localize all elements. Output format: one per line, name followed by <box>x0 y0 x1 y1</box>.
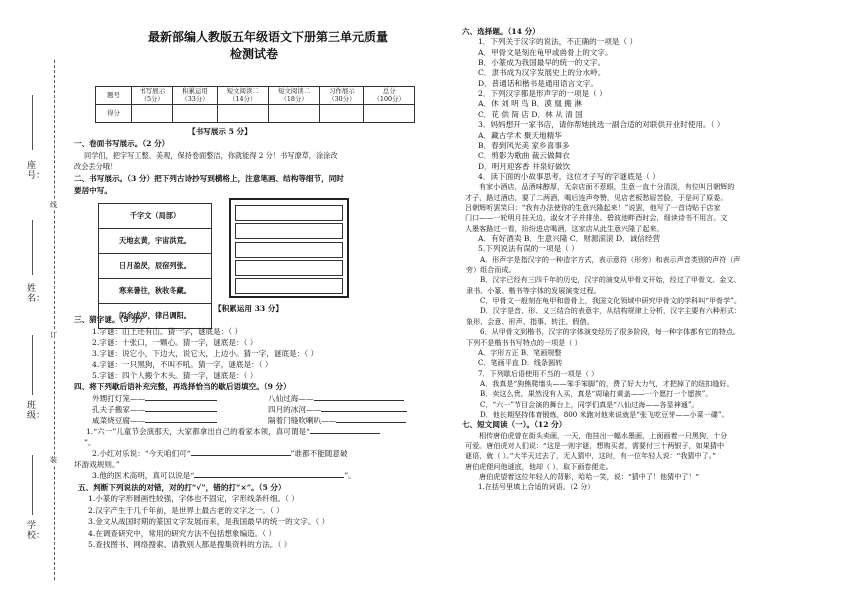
question-line: B．汉字已经有三四千年的历史，汉字的演变从甲骨文开始，经过了甲骨文、金文、 <box>480 275 741 285</box>
question-line: 4．读下面的小故事思考，这位才子写的字谜底是（ ） <box>478 171 660 181</box>
score-cell[interactable] <box>132 105 173 123</box>
school-fill-line[interactable] <box>32 455 33 515</box>
question-line: 6．从甲骨文到楷书，汉字的字体演变经历了很多阶段，每一种字体都有它的特点。 <box>480 327 740 337</box>
writing-line[interactable] <box>235 205 343 221</box>
poem-line: 闰余成岁，律吕调阳。 <box>119 311 191 320</box>
question-line: 唐伯虎便问他谜底，他却（ ），取下画卷便走。 <box>465 461 613 471</box>
idiom-prompt: 孔夫子搬家—— <box>92 406 217 414</box>
question-line: 5.字谜：四个人搬个木头。猜一字，谜底是：（ ） <box>92 371 258 380</box>
writing-line[interactable] <box>235 260 343 276</box>
question-line: 门口——一轮明月挂天边，淑女才子并排坐。碧波池畔酉时会，细读诗书不用言。文 <box>465 213 728 223</box>
question-heading: 一、卷面书写展示。（2 分） <box>74 139 170 148</box>
poem-box <box>98 203 212 329</box>
question-line: C．剪影为歌曲 裁云做舞衣 <box>478 151 570 161</box>
idiom-prompt: 隔着门缝吹喇叭—— <box>268 417 406 425</box>
score-header-cell: 书写展示 （5分） <box>132 87 173 105</box>
question-line: 有家小酒店，品酒味醇厚，无奈店面不惹眼，生意一直十分清淡，有位叫吕朝辉的 <box>479 182 735 192</box>
question-heading: 五、判断下列说法的对错，对的打“√”，错的打“×”。（5 分） <box>78 483 286 492</box>
score-header-cell: 积累运用 （33分） <box>173 87 217 105</box>
exam-title: 最新部编人教版五年级语文下册第三单元质量 <box>148 30 389 44</box>
question-line: D．普通话和楷书是通用语言文字。 <box>478 78 598 88</box>
question-line: 唐伯虎望着这位年轻人的背影，哈哈一笑，说：“猜中了！他猜中了！” <box>479 472 700 482</box>
question-line: A．形声字是指汉字的一种造字方式，表示意符（形旁）和表示声音类别的声符（声 <box>480 254 741 264</box>
question-line: 象形、会意、形声、指事、转注、假借。 <box>466 316 594 326</box>
score-header-cell: 习作展示 （30分） <box>320 87 364 105</box>
question-line: 谜语，就（ ）。”大半天过去了，无人猜中，这时，有一位年轻人说：“我猜中了。” <box>465 451 716 461</box>
question-line: 可爱。唐伯虎对人们说：“这是一则字谜，想购买者，需要付三十两银子，如果猜中 <box>465 441 725 450</box>
score-cell[interactable] <box>364 105 415 123</box>
poem-line: 天地玄黄，宇宙洪荒。 <box>99 229 211 254</box>
idiom-prompt: 咸菜烧豆腐—— <box>92 417 217 425</box>
score-header-cell: 总分 （100分） <box>364 87 415 105</box>
question-line: 1.小篆的字形圆画性较强，字体也不固定，字形线条纤细。（ ） <box>88 494 299 503</box>
question-heading: 七、短文阅读（一）。（12 分） <box>462 420 567 430</box>
score-header-cell: 短文阅读二 （14分） <box>217 87 268 105</box>
question-line: 3．妈妈想开一家书店，请你帮她挑选一副合适的对联供开业时使用。（ ） <box>478 120 725 130</box>
question-line: 4.在调查研究中，常用的研究方法不包括想象编造。（ ） <box>88 529 277 538</box>
question-line: 1.字谜：山上还有山。猜一字，谜底是：（ ） <box>92 327 243 336</box>
question-heading: 三、猜字谜。（5 分） <box>74 315 147 324</box>
score-header-cell: 短文阅读二 （18分） <box>268 87 319 105</box>
question-line: 旁）组合而成。 <box>466 265 516 275</box>
class-label: 班级： <box>27 401 46 421</box>
question-line: C．笔画平直 D．线条圆转 <box>478 358 563 368</box>
question-line: C．隶书成为汉字发展史上的分水岭。 <box>478 68 606 78</box>
question-line: C．花 供 简 店 D．林 从 清 国 <box>478 109 583 119</box>
score-row-label: 得分 <box>96 105 132 123</box>
poem-line: 寒来暑往，秋收冬藏。 <box>99 279 211 304</box>
question-line: B．春到风光美 家乡喜事多 <box>478 140 570 150</box>
question-line: A．休 刘 明 鸟 B．漠 凰 搬 淋 <box>478 99 582 109</box>
question-line: D．他长期坚持体育锻炼，800 米跑对他来说就是“张飞吃豆芽——小菜一碟”。 <box>480 409 729 419</box>
fill-sentence: 1.“六一”儿童节会演那天，大家都拿出自己的看家本领，真可谓是“ <box>86 428 380 436</box>
question-line: A．我真是“狗熊爬墙头——笨手笨脚”的，费了好大力气，才把掉了的纽扣缝好。 <box>480 378 734 388</box>
writing-line[interactable] <box>235 242 343 258</box>
idiom-prompt: 八仙过海—— <box>268 395 404 403</box>
score-cell[interactable] <box>320 105 364 123</box>
poem-line: 日月盈昃，辰宿列张。 <box>99 254 211 279</box>
question-line: 5.查找图书、网络搜索、请教别人都是搜集资料的方法。（ ） <box>88 540 292 549</box>
idiom-prompt: 外甥打灯笼—— <box>92 395 217 403</box>
score-table <box>95 86 415 123</box>
question-line: A．甲骨文是刻在龟甲或兽骨上的文字。 <box>478 47 613 57</box>
question-line: A．藏古学术 聚天地精华 <box>478 130 562 140</box>
question-line: C．“六一”节目会演的舞台上，同学们真是“八仙过海——各显神通”。 <box>480 399 699 409</box>
question-line: 1．下列关于汉字的说法，不正确的一项是（ ） <box>478 37 638 47</box>
binding-char-ding: 订 <box>50 331 57 339</box>
poem-line: 千字文（局部） <box>99 204 211 229</box>
question-line: 相传唐伯虎曾在街头卖画，一天，他挂出一幅水墨画，上面画着一只黑狗，十分 <box>479 430 728 440</box>
binding-char-zhuang: 装 <box>50 456 57 464</box>
seat-fill-line[interactable] <box>32 95 33 150</box>
question-line: 7．下列歇后语使用不当的一项是（ ） <box>478 368 599 378</box>
question-line: 2.汉字产生于几千年前，是世界上最古老的文字之一。（ ） <box>88 506 284 515</box>
score-cell[interactable] <box>173 105 217 123</box>
seat-label: 座号： <box>27 161 46 181</box>
paragraph-line: 同学们，把字写工整、美观，保持卷面整洁，你就能得 2 分！书写潦草，涂涂改 <box>84 151 338 160</box>
score-header-cell: 题号 <box>96 87 132 105</box>
question-line: 5.下列说法有误的一项是（ ） <box>478 244 579 254</box>
school-label: 学校： <box>27 521 46 541</box>
fill-sentence: 2.小红对乐说：“今天咱们可“ ”谁都不能随意破 <box>92 449 348 458</box>
question-heading: 二、书写展示。（3 分）把下列古诗抄写到横格上，注意笔画、结构等细节，同时 <box>74 174 344 183</box>
question-line: 3.金文从战国时期的篆国文字发展而来，是我国最早的统一的文字。（ ） <box>88 517 330 526</box>
question-line: D．明月迎客香 井泉好做饮 <box>478 161 571 171</box>
question-line: B．小篆成为我国最早的统一的文字。 <box>478 58 606 68</box>
score-cell[interactable] <box>217 105 268 123</box>
fill-sentence: 3.他的医术高明，真可以说是“ ”。 <box>92 471 356 480</box>
idiom-prompt: 四月的冰河—— <box>268 406 407 414</box>
writing-line[interactable] <box>235 278 343 294</box>
section-heading: 【书写展示 5 分】 <box>188 127 252 136</box>
question-line: 吕朝辉听罢笑曰：“我有办法使你的生意兴隆起来！”说罢，他写了一首诗贴于店家 <box>465 202 721 212</box>
binding-char-xian: 线 <box>50 201 57 209</box>
question-line: A．字形方正 B．笔画规整 <box>478 347 562 357</box>
fill-sentence: 坏游戏规则。” <box>74 460 120 469</box>
name-label: 姓名： <box>27 284 46 304</box>
exam-subtitle: 检测试卷 <box>230 47 279 61</box>
fill-sentence: ”。 <box>84 438 96 447</box>
section-heading: 【积累运用 33 分】 <box>214 304 284 313</box>
question-line: 下列不是楷书书写特点的一项是（ ） <box>466 337 582 347</box>
question-line: A．有好酒卖 B．生意兴隆 C．财源滚滚 D．诚信经营 <box>478 234 661 243</box>
question-line: 隶书、小篆、楷书等字体的发展演变过程。 <box>466 285 601 295</box>
question-heading: 四、将下列歇后语补充完整，再选择恰当的歇后语填空。（9 分） <box>74 382 291 391</box>
question-line: D．汉字是音、形、义三结合的表意字，从结构规律上分析，汉字主要有六种形式： <box>480 306 742 316</box>
writing-line[interactable] <box>235 223 343 239</box>
question-line: 2.字谜：十张口，一颗心。猜一字，谜底是：（ ） <box>92 338 258 347</box>
binding-line <box>54 60 55 580</box>
question-line: 4.字谜：一只黑狗，不叫不吼。猜一字，谜底是：（ ） <box>92 360 273 369</box>
question-heading: 六、选择题。（14 分） <box>462 27 540 36</box>
score-cell[interactable] <box>268 105 319 123</box>
question-heading: 要居中写。 <box>74 186 112 195</box>
question-line: 1.在括号里填上合适的词语。（2 分） <box>478 482 595 492</box>
question-line: B．卖这么贵，果然没有人买，真是“周瑜打黄盖——一个愿打一个愿挨”。 <box>480 389 713 399</box>
question-line: 才子，路过酒店，要了二两酒，喝后连声夸赞，见店老板愁眉苦脸，于是问了原委。 <box>465 192 728 202</box>
writing-grid[interactable] <box>229 198 349 298</box>
question-line: 2．下列汉字都是形声字的一项是（ ） <box>478 89 607 99</box>
question-line: C．甲骨文一般刻在龟甲和兽骨上，我国文化领域中研究甲骨文的学科叫“甲骨学”。 <box>480 296 741 306</box>
question-line: 人墨客路过一看，纷纷进店喝酒，这家店从此生意兴隆了起来。 <box>465 223 664 233</box>
paragraph-line: 改会丢分哦！ <box>74 162 118 171</box>
class-fill-line[interactable] <box>32 335 33 395</box>
question-line: 3.字谜：说它小，下边大，说它大，上边小。猜一字，谜底是：（ ） <box>92 349 319 358</box>
name-fill-line[interactable] <box>32 220 33 275</box>
